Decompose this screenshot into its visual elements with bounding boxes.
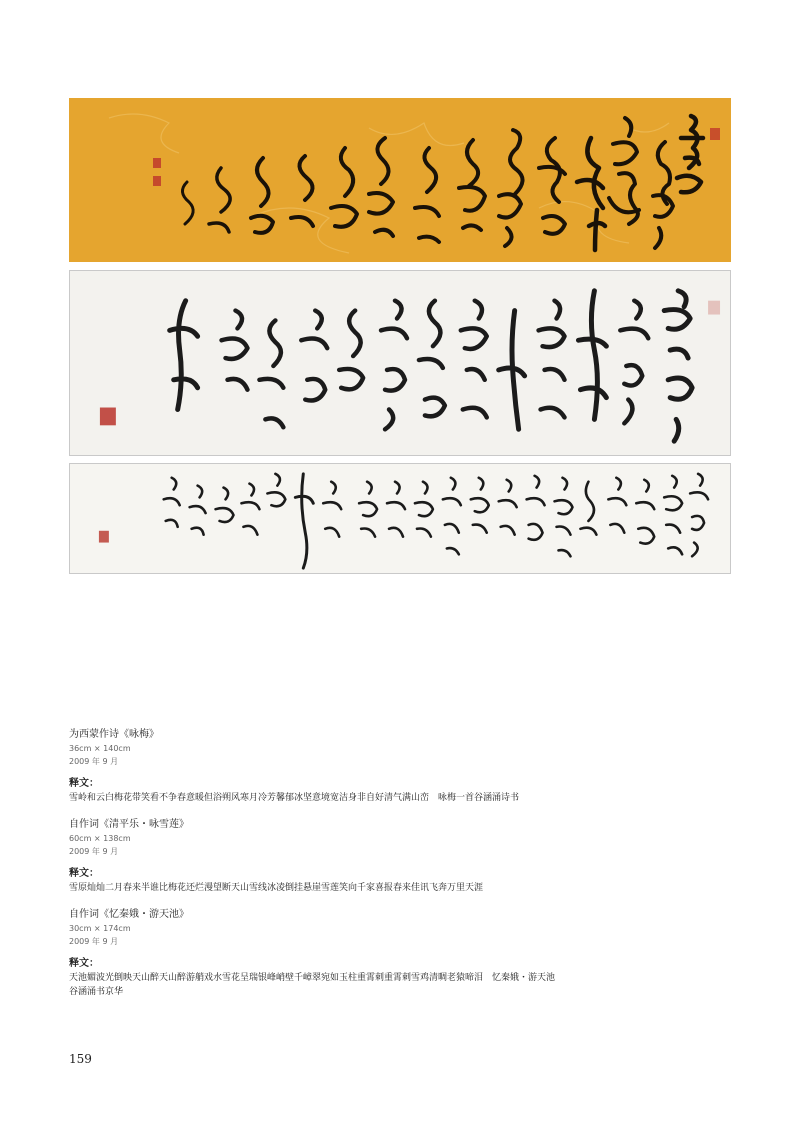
- entry-size: 60cm × 138cm: [69, 834, 131, 843]
- calligraphy-image-qingpingle: [70, 271, 730, 455]
- entry-date: 2009 年 9 月: [69, 937, 119, 946]
- entry-text: 天池媚波光倒映天山醉天山醉游艄戏水雪花呈瑞银峰峭壁千嶂翠宛如玉柱重霄刺重霄刺雪鸡清啁老猿啼泪 忆秦娥・游天池: [69, 973, 556, 983]
- entry-title: 自作词《清平乐・咏雪莲》: [69, 819, 189, 830]
- entry-size: 36cm × 140cm: [69, 744, 131, 753]
- entry-date: 2009 年 9 月: [69, 757, 119, 766]
- entry-title: 自作词《忆秦娥・游天池》: [69, 909, 189, 920]
- artwork-yiqine: [69, 463, 731, 574]
- entry-text-signature: 谷涵涌书京华: [69, 987, 124, 997]
- entry-size: 30cm × 174cm: [69, 924, 131, 933]
- page-number: 159: [69, 1052, 92, 1066]
- entry-label: 释文：: [69, 868, 99, 879]
- entry-title: 为西蒙作诗《咏梅》: [69, 729, 159, 740]
- entry-yongmei: [69, 727, 731, 805]
- entry-text: 雪原灿灿二月春来半谁比梅花还烂漫望断天山雪线冰凌倒挂悬崖雪莲笑向千家喜报春来佳讯飞奔万里天涯: [69, 883, 484, 893]
- entry-date: 2009 年 9 月: [69, 847, 119, 856]
- captions: [69, 727, 731, 1011]
- entry-label: 释文：: [69, 958, 99, 969]
- calligraphy-image-yiqine: [70, 464, 730, 573]
- calligraphy-image-yongmei: [69, 98, 731, 262]
- entry-text: 雪岭和云白梅花带笑看不争春意暖但浴朔风寒月冷芳馨郁冰坚意境宽洁身非自好清气满山峦 咏梅一首谷涵涌诗书: [69, 793, 520, 803]
- entry-yiqine: [69, 907, 731, 999]
- artwork-yongmei: [69, 98, 731, 262]
- artwork-qingpingle: [69, 270, 731, 456]
- entry-qingpingle: [69, 817, 731, 895]
- entry-label: 释文：: [69, 778, 99, 789]
